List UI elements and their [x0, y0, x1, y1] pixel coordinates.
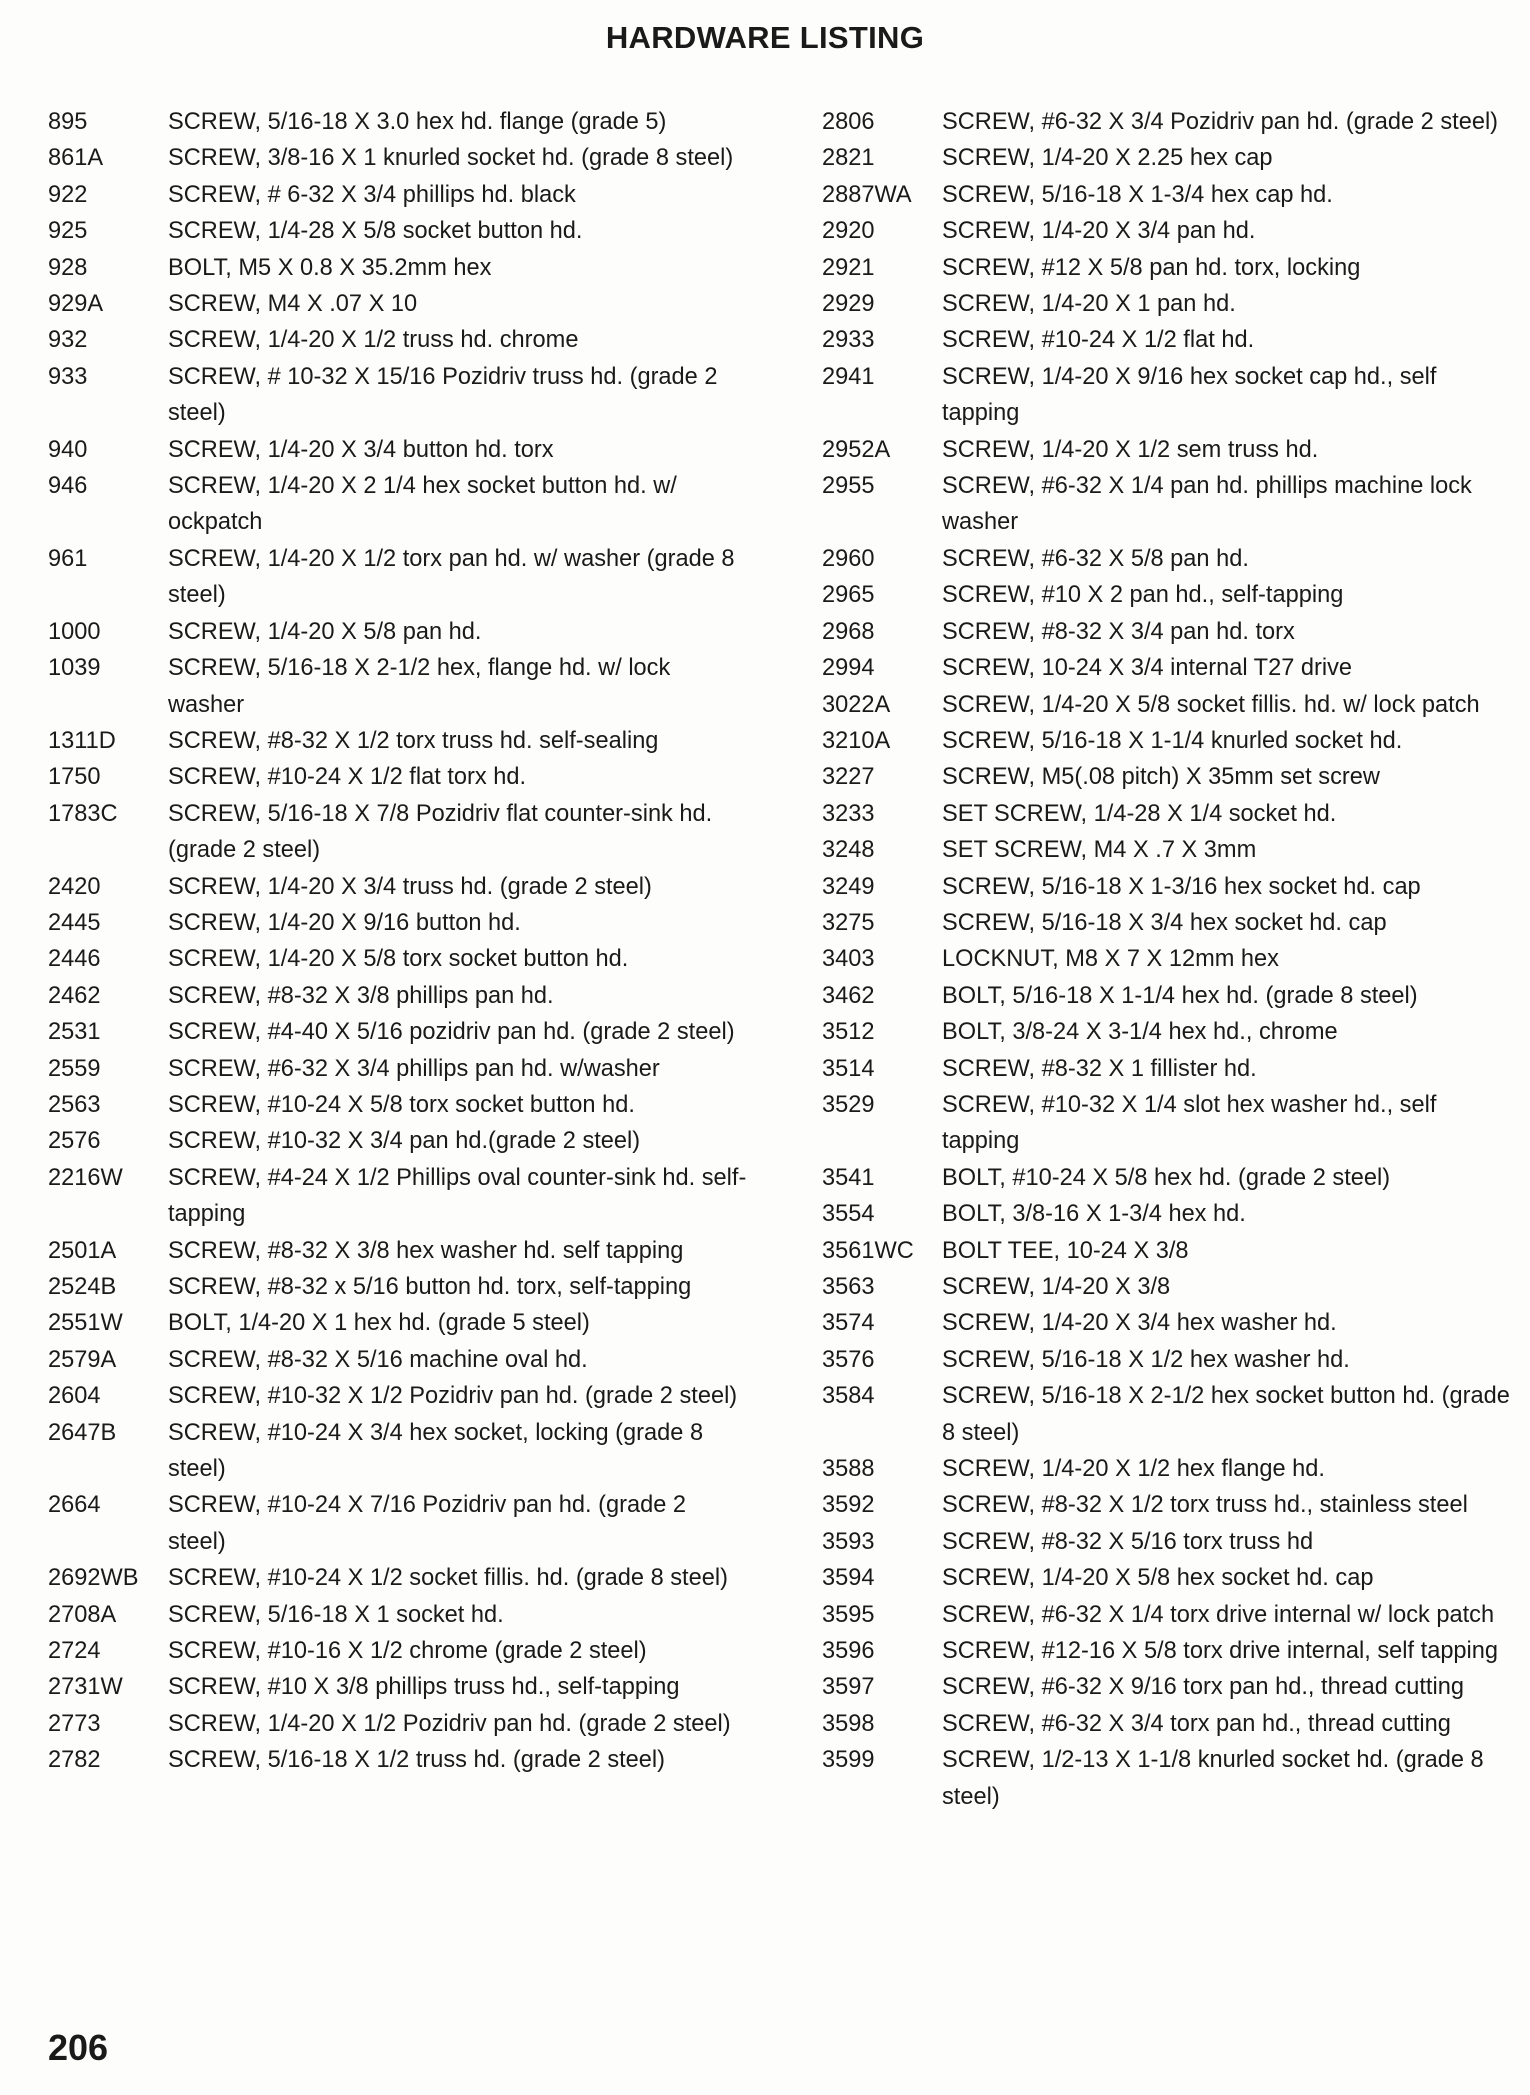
part-number: 3233: [822, 800, 875, 827]
part-description: SCREW, # 10-32 X 15/16 Pozidriv truss hd. (grade 2 steel): [168, 363, 718, 427]
part-description: SCREW, #8-32 X 5/16 torx truss hd: [942, 1528, 1314, 1555]
part-number: 2933: [822, 327, 875, 354]
part-number: 2921: [822, 254, 875, 281]
part-description: BOLT, 3/8-16 X 1-3/4 hex hd.: [942, 1201, 1246, 1228]
part-description: SCREW, 5/16-18 X 1-3/16 hex socket hd. cap: [942, 873, 1421, 900]
part-description: SCREW, 1/4-20 X 3/4 truss hd. (grade 2 steel): [168, 873, 652, 900]
part-description: SCREW, 10-24 X 3/4 internal T27 drive: [942, 655, 1353, 682]
hardware-entry: [48, 1014, 748, 1050]
hardware-entry: [822, 213, 1512, 249]
hardware-entry: [48, 869, 748, 905]
part-description: SCREW, 1/4-20 X 5/8 torx socket button hd.: [168, 946, 629, 973]
hardware-entry: [822, 905, 1512, 941]
part-number: 2929: [822, 291, 875, 318]
part-number: 2952A: [822, 436, 891, 463]
part-number: 925: [48, 218, 88, 245]
part-number: 3576: [822, 1346, 875, 1373]
part-number: 946: [48, 473, 88, 500]
hardware-entry: [822, 1160, 1512, 1196]
part-number: 3022A: [822, 691, 891, 718]
hardware-entry: [48, 432, 748, 468]
part-description: SCREW, #4-24 X 1/2 Phillips oval counter-sink hd. self-tapping: [168, 1164, 747, 1228]
part-number: 3554: [822, 1201, 875, 1228]
part-description: SCREW, #6-32 X 1/4 pan hd. phillips machine lock washer: [942, 473, 1472, 536]
part-number: 3249: [822, 873, 875, 900]
part-number: 895: [48, 109, 88, 135]
hardware-entry: [822, 869, 1512, 905]
part-number: 961: [48, 545, 88, 572]
part-number: 940: [48, 436, 88, 463]
hardware-entry: [48, 359, 748, 432]
hardware-entry: [48, 978, 748, 1014]
hardware-entry: [822, 577, 1512, 613]
hardware-entry: [822, 941, 1512, 977]
part-number: 3596: [822, 1638, 875, 1665]
hardware-entry: [822, 322, 1512, 358]
hardware-entry: [48, 650, 748, 723]
part-description: SCREW, 1/2-13 X 1-1/8 knurled socket hd. (grade 8 steel): [942, 1747, 1484, 1810]
part-description: SCREW, #6-32 X 3/4 torx pan hd., thread cutting: [942, 1710, 1451, 1737]
part-number: 929A: [48, 291, 104, 318]
hardware-entry: [822, 796, 1512, 832]
part-description: BOLT TEE, 10-24 X 3/8: [942, 1237, 1189, 1264]
hardware-entry: [48, 104, 748, 140]
part-description: SCREW, #8-32 X 1/2 torx truss hd., stainless steel: [942, 1492, 1468, 1519]
part-number: 2920: [822, 218, 875, 245]
part-number: 2579A: [48, 1346, 117, 1373]
part-number: 3248: [822, 837, 875, 864]
part-description: SCREW, 5/16-18 X 1/2 hex washer hd.: [942, 1346, 1350, 1373]
hardware-entry: [822, 832, 1512, 868]
part-number: 2731W: [48, 1674, 123, 1701]
part-number: 2692WB: [48, 1565, 139, 1592]
page-title: HARDWARE LISTING: [605, 20, 925, 55]
page-number: 206: [48, 2027, 109, 2068]
hardware-entry: [48, 1378, 748, 1414]
hardware-entry: [822, 978, 1512, 1014]
part-number: 2446: [48, 946, 101, 973]
part-description: BOLT, 1/4-20 X 1 hex hd. (grade 5 steel): [168, 1310, 590, 1337]
part-number: 3529: [822, 1091, 875, 1118]
part-number: 3592: [822, 1492, 875, 1519]
part-description: SCREW, #6-32 X 3/4 phillips pan hd. w/washer: [168, 1055, 660, 1082]
part-description: SCREW, #10-32 X 3/4 pan hd.(grade 2 steel): [168, 1128, 641, 1155]
hardware-entry: [48, 213, 748, 249]
hardware-entry: [48, 1123, 748, 1159]
hardware-entry: [822, 286, 1512, 322]
part-description: SCREW, 1/4-20 X 3/4 pan hd.: [942, 218, 1256, 245]
part-description: SCREW, #10-16 X 1/2 chrome (grade 2 steel): [168, 1638, 647, 1665]
part-description: SCREW, M4 X .07 X 10: [168, 291, 418, 318]
part-number: 928: [48, 254, 88, 281]
part-number: 3227: [822, 764, 875, 791]
hardware-entry: [822, 759, 1512, 795]
part-description: SCREW, 5/16-18 X 3/4 hex socket hd. cap: [942, 909, 1387, 936]
part-description: BOLT, M5 X 0.8 X 35.2mm hex: [168, 254, 492, 281]
hardware-entry: [48, 541, 748, 614]
part-description: SET SCREW, M4 X .7 X 3mm: [942, 837, 1257, 864]
hardware-entry: [822, 1051, 1512, 1087]
hardware-entry: [822, 140, 1512, 176]
hardware-entry: [822, 177, 1512, 213]
part-description: SCREW, #10 X 2 pan hd., self-tapping: [942, 582, 1344, 609]
part-number: 2501A: [48, 1237, 117, 1264]
part-description: SCREW, 5/16-18 X 1-1/4 knurled socket hd.: [942, 727, 1403, 754]
part-description: SCREW, #10-32 X 1/2 Pozidriv pan hd. (grade 2 steel): [168, 1383, 738, 1410]
hardware-entry: [48, 759, 748, 795]
part-number: 2887WA: [822, 181, 912, 208]
part-description: SCREW, 5/16-18 X 1 socket hd.: [168, 1601, 504, 1628]
part-number: 2551W: [48, 1310, 123, 1337]
hardware-entry: [48, 322, 748, 358]
part-number: 3563: [822, 1274, 875, 1300]
part-description: SCREW, 5/16-18 X 7/8 Pozidriv flat counter-sink hd. (grade 2 steel): [168, 800, 713, 864]
hardware-entry: [822, 1633, 1512, 1669]
part-number: 3462: [822, 982, 875, 1009]
hardware-entry: [48, 1669, 748, 1705]
part-description: SCREW, 1/4-20 X 3/4 hex washer hd.: [942, 1310, 1337, 1337]
hardware-entry: [48, 250, 748, 286]
hardware-entry: [48, 286, 748, 322]
part-number: 2955: [822, 473, 875, 500]
hardware-entry: [48, 177, 748, 213]
hardware-entry: [822, 1014, 1512, 1050]
part-description: SCREW, 1/4-20 X 5/8 hex socket hd. cap: [942, 1565, 1374, 1592]
part-description: SCREW, M5(.08 pitch) X 35mm set screw: [942, 764, 1380, 791]
hardware-entry: [822, 1669, 1512, 1705]
hardware-entry: [822, 468, 1512, 541]
part-description: SCREW, 1/4-20 X 5/8 socket fillis. hd. w/ lock patch: [942, 691, 1480, 718]
part-description: SCREW, #10-24 X 3/4 hex socket, locking (grade 8 steel): [168, 1419, 704, 1483]
hardware-entry: [822, 541, 1512, 577]
part-number: 3210A: [822, 727, 891, 754]
hardware-entry: [48, 796, 748, 869]
part-number: 3275: [822, 909, 875, 936]
part-description: SCREW, #6-32 X 3/4 Pozidriv pan hd. (grade 2 steel): [942, 109, 1499, 135]
part-number: 2773: [48, 1710, 101, 1737]
part-description: SCREW, #12 X 5/8 pan hd. torx, locking: [942, 254, 1361, 281]
hardware-entry: [48, 1487, 748, 1560]
part-description: SCREW, 1/4-20 X 1/2 sem truss hd.: [942, 436, 1319, 463]
hardware-entry: [48, 723, 748, 759]
part-description: LOCKNUT, M8 X 7 X 12mm hex: [942, 946, 1279, 973]
part-number: 3597: [822, 1674, 875, 1701]
part-number: 1311D: [48, 727, 116, 754]
part-description: SCREW, 1/4-20 X 1 pan hd.: [942, 291, 1236, 318]
part-number: 2965: [822, 582, 875, 609]
hardware-entry: [48, 468, 748, 541]
part-number: 1783C: [48, 800, 118, 827]
part-description: SCREW, #10-32 X 1/4 slot hex washer hd., self tapping: [942, 1091, 1437, 1155]
part-number: 2563: [48, 1091, 101, 1118]
part-description: SCREW, 1/4-20 X 3/8: [942, 1274, 1171, 1300]
part-number: 2604: [48, 1383, 101, 1410]
hardware-entry: [48, 1597, 748, 1633]
part-number: 2724: [48, 1638, 101, 1665]
hardware-entry: [822, 1706, 1512, 1742]
part-number: 1039: [48, 655, 101, 682]
hardware-entry: [822, 687, 1512, 723]
part-description: SCREW, 5/16-18 X 2-1/2 hex, flange hd. w/ lock washer: [168, 655, 671, 718]
part-number: 2524B: [48, 1274, 117, 1300]
part-number: 2968: [822, 618, 875, 645]
part-description: BOLT, 3/8-24 X 3-1/4 hex hd., chrome: [942, 1019, 1338, 1046]
part-description: BOLT, 5/16-18 X 1-1/4 hex hd. (grade 8 steel): [942, 982, 1418, 1009]
part-number: 1750: [48, 764, 101, 791]
part-number: 2782: [48, 1747, 101, 1774]
left-column: [48, 104, 748, 1779]
hardware-entry: [822, 1742, 1512, 1815]
hardware-entry: [822, 1560, 1512, 1596]
part-number: 3588: [822, 1456, 875, 1483]
hardware-entry: [48, 1269, 748, 1305]
part-description: SCREW, 1/4-20 X 3/4 button hd. torx: [168, 436, 554, 463]
part-number: 3598: [822, 1710, 875, 1737]
hardware-entry: [822, 432, 1512, 468]
part-description: SCREW, #6-32 X 5/8 pan hd.: [942, 545, 1249, 572]
part-number: 933: [48, 363, 88, 390]
part-description: SCREW, #8-32 x 5/16 button hd. torx, self-tapping: [168, 1274, 692, 1300]
part-description: SCREW, #10-24 X 1/2 flat torx hd.: [168, 764, 527, 791]
part-number: 3584: [822, 1383, 875, 1410]
part-number: 3595: [822, 1601, 875, 1628]
part-description: SET SCREW, 1/4-28 X 1/4 socket hd.: [942, 800, 1337, 827]
part-number: 2708A: [48, 1601, 117, 1628]
part-description: SCREW, #6-32 X 9/16 torx pan hd., thread cutting: [942, 1674, 1464, 1701]
hardware-entry: [48, 614, 748, 650]
hardware-entry: [48, 140, 748, 176]
hardware-entry: [822, 1487, 1512, 1523]
part-description: SCREW, 3/8-16 X 1 knurled socket hd. (grade 8 steel): [168, 145, 734, 172]
part-description: SCREW, #8-32 X 5/16 machine oval hd.: [168, 1346, 588, 1373]
hardware-entry: [48, 1706, 748, 1742]
part-number: 2994: [822, 655, 875, 682]
hardware-entry: [822, 1378, 1512, 1451]
part-description: SCREW, #8-32 X 3/8 phillips pan hd.: [168, 982, 554, 1009]
part-number: 922: [48, 181, 88, 208]
hardware-entry: [822, 250, 1512, 286]
part-description: SCREW, #8-32 X 3/4 pan hd. torx: [942, 618, 1295, 645]
hardware-entry: [48, 1742, 748, 1778]
part-number: 861A: [48, 145, 104, 172]
part-description: SCREW, # 6-32 X 3/4 phillips hd. black: [168, 181, 576, 208]
part-description: SCREW, #8-32 X 1 fillister hd.: [942, 1055, 1257, 1082]
hardware-entry: [48, 1160, 748, 1233]
part-number: 2664: [48, 1492, 101, 1519]
part-number: 2941: [822, 363, 875, 390]
part-description: SCREW, #10-24 X 7/16 Pozidriv pan hd. (grade 2 steel): [168, 1492, 687, 1555]
part-number: 932: [48, 327, 88, 354]
part-description: SCREW, 1/4-20 X 1/2 truss hd. chrome: [168, 327, 579, 354]
hardware-entry: [48, 1051, 748, 1087]
part-description: SCREW, 1/4-20 X 2.25 hex cap: [942, 145, 1273, 172]
part-description: SCREW, #8-32 X 1/2 torx truss hd. self-sealing: [168, 727, 659, 754]
part-number: 2576: [48, 1128, 101, 1155]
hardware-entry: [822, 723, 1512, 759]
hardware-entry: [822, 1196, 1512, 1232]
part-number: 2647B: [48, 1419, 117, 1446]
part-description: SCREW, 1/4-20 X 9/16 button hd.: [168, 909, 521, 936]
part-number: 2559: [48, 1055, 101, 1082]
part-number: 3541: [822, 1164, 875, 1191]
part-description: SCREW, 1/4-20 X 2 1/4 hex socket button hd. w/ ockpatch: [168, 473, 677, 536]
part-description: SCREW, #8-32 X 3/8 hex washer hd. self tapping: [168, 1237, 684, 1264]
part-number: 1000: [48, 618, 101, 645]
part-description: SCREW, 5/16-18 X 1-3/4 hex cap hd.: [942, 181, 1333, 208]
part-number: 2445: [48, 909, 101, 936]
part-description: SCREW, #12-16 X 5/8 torx drive internal, self tapping: [942, 1638, 1499, 1665]
hardware-entry: [822, 1233, 1512, 1269]
part-description: SCREW, #6-32 X 1/4 torx drive internal w/ lock patch: [942, 1601, 1495, 1628]
part-number: 2821: [822, 145, 875, 172]
hardware-entry: [822, 359, 1512, 432]
hardware-entry: [48, 1342, 748, 1378]
part-description: SCREW, #4-40 X 5/16 pozidriv pan hd. (grade 2 steel): [168, 1019, 735, 1046]
hardware-entry: [822, 650, 1512, 686]
hardware-entry: [822, 1597, 1512, 1633]
part-description: BOLT, #10-24 X 5/8 hex hd. (grade 2 steel): [942, 1164, 1391, 1191]
hardware-entry: [48, 1633, 748, 1669]
part-description: SCREW, 1/4-20 X 9/16 hex socket cap hd., self tapping: [942, 363, 1437, 427]
part-number: 2531: [48, 1019, 101, 1046]
hardware-entry: [822, 1342, 1512, 1378]
hardware-entry: [48, 1560, 748, 1596]
part-number: 3594: [822, 1565, 875, 1592]
part-number: 3599: [822, 1747, 875, 1774]
part-description: SCREW, #10-24 X 1/2 flat hd.: [942, 327, 1255, 354]
part-description: SCREW, 1/4-20 X 1/2 torx pan hd. w/ washer (grade 8 steel): [168, 545, 735, 609]
hardware-entry: [48, 905, 748, 941]
part-number: 2462: [48, 982, 101, 1009]
hardware-entry: [822, 1087, 1512, 1160]
hardware-entry: [48, 1087, 748, 1123]
hardware-entry: [822, 1524, 1512, 1560]
hardware-entry: [48, 941, 748, 977]
part-description: SCREW, 1/4-28 X 5/8 socket button hd.: [168, 218, 583, 245]
hardware-entry: [822, 104, 1512, 140]
hardware-entry: [822, 1269, 1512, 1305]
hardware-entry: [48, 1233, 748, 1269]
part-description: SCREW, 5/16-18 X 3.0 hex hd. flange (grade 5): [168, 109, 667, 135]
part-description: SCREW, 1/4-20 X 1/2 Pozidriv pan hd. (grade 2 steel): [168, 1710, 731, 1737]
hardware-entry: [822, 1451, 1512, 1487]
part-description: SCREW, #10 X 3/8 phillips truss hd., self-tapping: [168, 1674, 680, 1701]
hardware-entry: [822, 614, 1512, 650]
part-description: SCREW, 5/16-18 X 2-1/2 hex socket button hd. (grade 8 steel): [942, 1383, 1510, 1446]
right-column: [822, 104, 1512, 1815]
part-number: 3574: [822, 1310, 875, 1337]
hardware-entry: [48, 1415, 748, 1488]
part-description: SCREW, 1/4-20 X 5/8 pan hd.: [168, 618, 482, 645]
part-description: SCREW, #10-24 X 5/8 torx socket button hd.: [168, 1091, 635, 1118]
part-number: 3512: [822, 1019, 875, 1046]
hardware-entry: [48, 1305, 748, 1341]
part-number: 3403: [822, 946, 875, 973]
part-number: 3561WC: [822, 1237, 914, 1264]
part-number: 3514: [822, 1055, 875, 1082]
part-number: 2960: [822, 545, 875, 572]
part-description: SCREW, 5/16-18 X 1/2 truss hd. (grade 2 steel): [168, 1747, 666, 1774]
part-description: SCREW, #10-24 X 1/2 socket fillis. hd. (grade 8 steel): [168, 1565, 728, 1592]
part-number: 2216W: [48, 1164, 123, 1191]
part-number: 2420: [48, 873, 101, 900]
part-description: SCREW, 1/4-20 X 1/2 hex flange hd.: [942, 1456, 1325, 1483]
hardware-entry: [822, 1305, 1512, 1341]
part-number: 3593: [822, 1528, 875, 1555]
part-number: 2806: [822, 109, 875, 135]
